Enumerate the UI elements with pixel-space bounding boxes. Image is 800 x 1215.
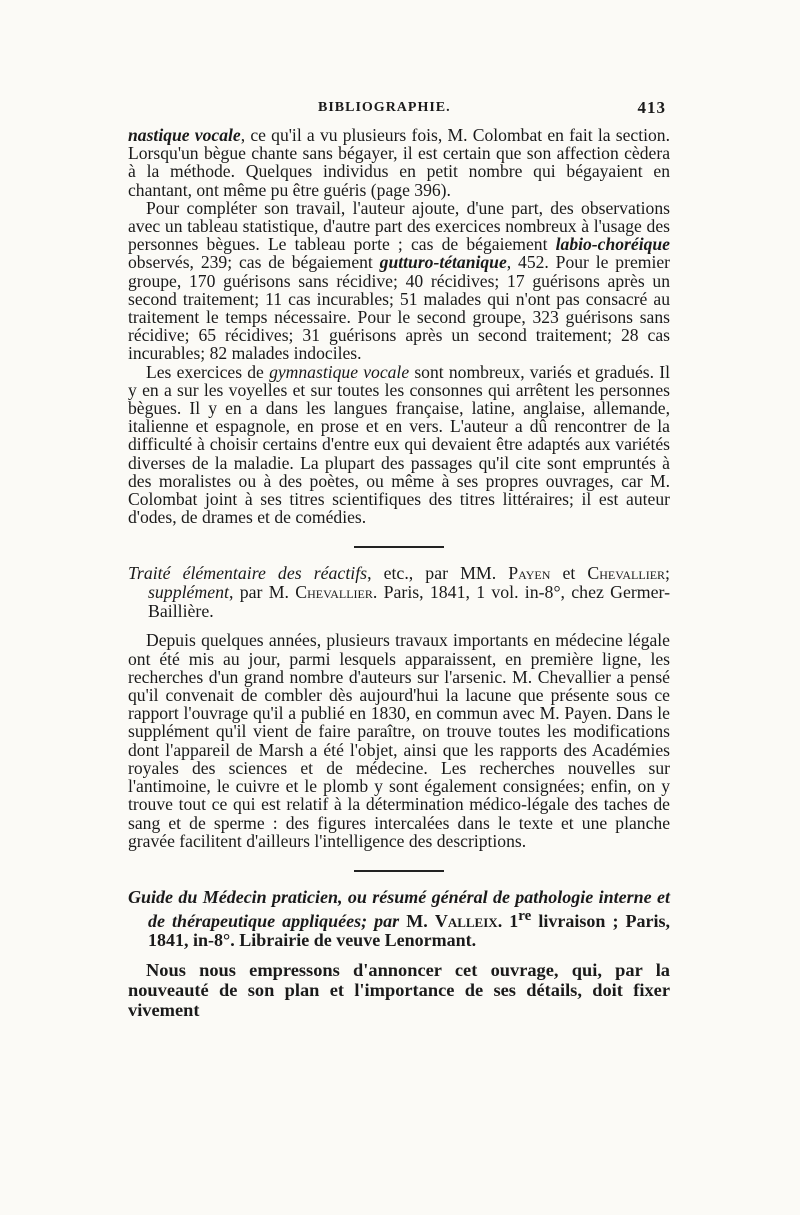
paragraph-continued <box>128 126 670 199</box>
paragraph-text: , 452. Pour le premier groupe, 170 guérisons sans récidive; 40 récidives; 17 guérisons après un second traitement; 11 cas incurables; 51 malades qui n'ont pas consacré au traitement le temps nécessaire. Pour le second groupe, 323 guérisons sans récidive; 65 récidives; 31 guérisons après un second traitement; 28 cas incurables; 82 malades indociles. <box>128 252 671 364</box>
author-name: Chevallier <box>295 582 373 603</box>
book-title: Traité élémentaire des réactifs <box>128 563 368 584</box>
title-text: livraison ; Paris, 1841, in-8°. Librairie de veuve Lenormant. <box>148 910 671 950</box>
title-text: et <box>550 563 588 584</box>
term-gymnastique-vocale: gymnastique vocale <box>269 361 410 382</box>
author-name: Valleix <box>434 910 498 931</box>
running-title: BIBLIOGRAPHIE. <box>318 100 451 115</box>
paragraph-text: Pour compléter son travail, l'auteur ajoute, d'une part, des observations avec un tableau statistique, d'autre part des exercices nombreux à l'usage des personnes bègues. Le tableau porte ; cas de bégaiement <box>128 197 670 255</box>
section-divider <box>354 870 444 872</box>
page-body <box>128 126 670 1020</box>
supplement-label: supplément <box>148 582 229 603</box>
author-name: Payen <box>508 563 551 584</box>
term-labio-choreique: labio-choréique <box>555 234 670 255</box>
term-gutturo-tetanique: gutturo-tétanique <box>379 252 507 273</box>
title-text: , par M. <box>229 582 296 603</box>
page-header <box>130 97 668 123</box>
paragraph-text: sont nombreux, variés et gradués. Il y en a sur les voyelles et sur toutes les consonnes qui arrêtent les personnes bègues. Il y en a dans les langues française, latine, anglaise, allemande, italienne et espagnole, en prose et en vers. L'auteur a dû rencontrer de la difficulté à choisir certains d'entre eux qui devaient être adaptés aux variétés diverses de la maladie. La plupart des passages qu'il cite sont empruntés à des moralistes ou à des poètes, ou même à ses propres ouvrages, car M. Colombat joint à ses titres scientifiques des titres littéraires; il est auteur d'odes, de drames et de comédies. <box>128 361 670 528</box>
paragraph-text: observés, 239; cas de bégaiement <box>128 252 380 273</box>
page-number: 413 <box>637 98 666 117</box>
ordinal-superscript: re <box>518 907 532 924</box>
paragraph-exercises <box>128 363 670 527</box>
title-text: , etc., par MM. <box>367 563 509 584</box>
title-text: M. <box>399 910 435 931</box>
title-text: . 1 <box>497 910 519 931</box>
review-paragraph-guide: Nous nous empressons d'annoncer cet ouvrage, qui, par la nouveauté de son plan et l'importance de ses détails, doit fixer vivement <box>128 959 670 1020</box>
term-nastique-vocale: nastique vocale <box>128 125 241 145</box>
book-title: Guide du Médecin praticien, ou résumé général de pathologie interne et de thérapeutique appliquées; par <box>128 886 670 931</box>
entry-title-guide <box>128 888 670 950</box>
paragraph-text: Les exercices de <box>146 361 270 382</box>
review-paragraph-reactifs: Depuis quelques années, plusieurs travaux importants en médecine légale ont été mis au jour, parmi lesquels apparaissent, en première ligne, les recherches d'un grand nombre d'auteurs sur l'arsenic. M. Chevallier a pensé qu'il convenait de combler dès aujourd'hui la lacune que présente sous ce rapport l'ouvrage qu'il a publié en 1830, en commun avec M. Payen. Dans le supplément qu'il vient de faire paraître, on trouve toutes les modifications dont l'appareil de Marsh a été l'objet, ainsi que les rapports des Académies royales des sciences et de médecine. Les recherches nouvelles sur l'antimoine, le cuivre et le plomb y sont également consignées; enfin, on y trouve tout ce qui est relatif à la détermination médico-légale des taches de sang et de sperme : des figures intercalées dans le texte et une planche gravée facilitent d'ailleurs l'intelligence des descriptions. <box>128 630 670 851</box>
title-text: . Paris, 1841, 1 vol. in-8°, chez Germer-Baillière. <box>148 582 670 622</box>
section-divider <box>354 546 444 548</box>
title-text: ; <box>665 563 670 584</box>
entry-title-reactifs <box>128 564 670 621</box>
paragraph-text: , ce qu'il a vu plusieurs fois, M. Colombat en fait la section. Lorsqu'un bègue chante sans bégayer, il est certain que son affection cèdera à la méthode. Quelques individus en petit nombre qui bégayaient en chantant, ont même pu être guéris (page 396). <box>128 125 670 200</box>
author-name: Chevallier <box>587 563 666 584</box>
paragraph-statistics <box>128 199 670 363</box>
